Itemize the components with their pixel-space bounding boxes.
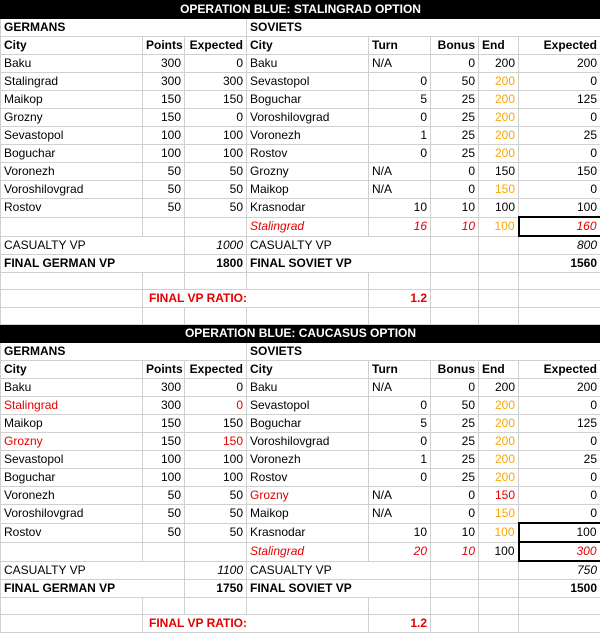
table-row xyxy=(1,397,600,415)
cell[interactable]: Voronezh xyxy=(247,127,369,145)
cell[interactable]: 300 xyxy=(185,73,247,91)
cell[interactable]: 200 xyxy=(479,379,519,397)
header-cell[interactable]: Turn xyxy=(369,37,431,55)
cell[interactable]: 0 xyxy=(185,109,247,127)
cell[interactable]: Boguchar xyxy=(247,91,369,109)
cell[interactable]: 100 xyxy=(143,145,185,163)
cell[interactable]: Voroshilovgrad xyxy=(247,433,369,451)
cell[interactable]: 100 xyxy=(185,451,247,469)
cell[interactable]: 50 xyxy=(143,487,185,505)
cell[interactable]: Grozny xyxy=(247,487,369,505)
cell[interactable]: Stalingrad xyxy=(247,217,369,236)
cell[interactable] xyxy=(185,542,247,561)
cell[interactable]: 200 xyxy=(519,379,600,397)
ratio-value[interactable]: 1.2 xyxy=(369,615,431,633)
cell[interactable]: 0 xyxy=(369,145,431,163)
cell[interactable]: 150 xyxy=(185,415,247,433)
cell[interactable]: N/A xyxy=(369,55,431,73)
cell[interactable]: 20 xyxy=(369,542,431,561)
header-cell[interactable]: Bonus xyxy=(431,361,479,379)
cell[interactable]: Voronezh xyxy=(1,163,143,181)
cell[interactable]: 0 xyxy=(519,469,600,487)
cell[interactable]: 150 xyxy=(479,505,519,524)
casualty-label[interactable]: CASUALTY VP xyxy=(247,561,431,580)
cell[interactable]: 10 xyxy=(431,217,479,236)
cell[interactable]: 50 xyxy=(185,163,247,181)
cell[interactable]: 0 xyxy=(519,109,600,127)
cell[interactable]: 0 xyxy=(369,109,431,127)
cell[interactable]: 100 xyxy=(143,127,185,145)
cell[interactable]: 50 xyxy=(143,163,185,181)
cell[interactable]: 50 xyxy=(185,523,247,542)
cell[interactable]: 300 xyxy=(143,397,185,415)
cell[interactable]: Rostov xyxy=(247,145,369,163)
table-row xyxy=(1,415,600,433)
cell[interactable]: 0 xyxy=(185,397,247,415)
table-row xyxy=(1,433,600,451)
cell[interactable]: Baku xyxy=(1,379,143,397)
cell[interactable] xyxy=(1,542,143,561)
cell[interactable]: Stalingrad xyxy=(247,542,369,561)
casualty-label[interactable]: CASUALTY VP xyxy=(1,236,185,255)
cell[interactable]: 50 xyxy=(185,199,247,218)
table-row xyxy=(1,542,600,561)
soviets-label[interactable]: SOVIETS xyxy=(247,19,600,37)
header-cell[interactable]: City xyxy=(247,361,369,379)
cell[interactable]: Baku xyxy=(247,55,369,73)
cell[interactable]: 25 xyxy=(431,91,479,109)
header-cell[interactable]: Points xyxy=(143,361,185,379)
cell[interactable]: 100 xyxy=(479,199,519,218)
germans-label[interactable]: GERMANS xyxy=(1,19,247,37)
cell[interactable]: 0 xyxy=(431,181,479,199)
cell[interactable]: 300 xyxy=(143,55,185,73)
cell[interactable]: 25 xyxy=(431,433,479,451)
cell[interactable]: 200 xyxy=(479,127,519,145)
header-cell[interactable]: Expected xyxy=(185,37,247,55)
cell[interactable]: 0 xyxy=(431,55,479,73)
header-cell[interactable]: Points xyxy=(143,37,185,55)
ratio-row xyxy=(1,290,600,308)
final-german-label[interactable]: FINAL GERMAN VP xyxy=(1,580,185,598)
ratio-value[interactable]: 1.2 xyxy=(369,290,431,308)
table-row xyxy=(1,451,600,469)
cell[interactable] xyxy=(143,217,185,236)
cell[interactable]: 25 xyxy=(431,451,479,469)
cell[interactable]: 1 xyxy=(369,451,431,469)
final-german-label[interactable]: FINAL GERMAN VP xyxy=(1,255,185,273)
cell[interactable]: 25 xyxy=(431,469,479,487)
cell[interactable]: 150 xyxy=(143,91,185,109)
cell[interactable]: 300 xyxy=(143,379,185,397)
table-row xyxy=(1,181,600,199)
cell[interactable]: 200 xyxy=(479,397,519,415)
cell[interactable]: Stalingrad xyxy=(1,397,143,415)
cell[interactable]: 0 xyxy=(369,469,431,487)
cell[interactable]: 50 xyxy=(185,181,247,199)
cell[interactable]: 25 xyxy=(431,415,479,433)
cell[interactable] xyxy=(143,542,185,561)
cell[interactable]: Voronezh xyxy=(247,451,369,469)
cell[interactable]: 150 xyxy=(185,91,247,109)
final-row xyxy=(1,580,600,598)
cell[interactable]: Maikop xyxy=(247,505,369,524)
cell[interactable]: Rostov xyxy=(247,469,369,487)
cell[interactable]: 50 xyxy=(431,397,479,415)
cell[interactable]: 10 xyxy=(431,199,479,218)
casualty-label[interactable]: CASUALTY VP xyxy=(1,561,185,580)
cell[interactable]: 50 xyxy=(431,73,479,91)
table-row xyxy=(1,379,600,397)
table-row xyxy=(1,163,600,181)
cell[interactable]: Maikop xyxy=(1,91,143,109)
cell[interactable]: 25 xyxy=(519,127,600,145)
cell[interactable]: 10 xyxy=(369,523,431,542)
cell[interactable] xyxy=(185,217,247,236)
cell[interactable]: 200 xyxy=(479,91,519,109)
final-soviet-label[interactable]: FINAL SOVIET VP xyxy=(247,580,431,598)
header-cell[interactable]: Expected xyxy=(185,361,247,379)
cell[interactable]: 25 xyxy=(431,127,479,145)
cell[interactable]: 0 xyxy=(369,397,431,415)
cell[interactable]: 125 xyxy=(519,415,600,433)
cell[interactable]: 0 xyxy=(185,379,247,397)
final-soviet-value[interactable]: 1560 xyxy=(519,255,600,273)
ratio-label[interactable]: FINAL VP RATIO: xyxy=(143,615,369,633)
cell[interactable]: 0 xyxy=(369,73,431,91)
cell[interactable]: 10 xyxy=(431,523,479,542)
cell[interactable] xyxy=(1,217,143,236)
table-row xyxy=(1,127,600,145)
cell[interactable]: 100 xyxy=(185,127,247,145)
cell[interactable]: 0 xyxy=(519,145,600,163)
final-german-value[interactable]: 1750 xyxy=(185,580,247,598)
cell[interactable]: Voroshilovgrad xyxy=(1,505,143,524)
cell[interactable]: 200 xyxy=(479,73,519,91)
cell[interactable]: 100 xyxy=(185,145,247,163)
header-row xyxy=(1,361,600,379)
cell[interactable]: N/A xyxy=(369,163,431,181)
cell[interactable]: Boguchar xyxy=(1,469,143,487)
cell[interactable]: 125 xyxy=(519,91,600,109)
table-row xyxy=(1,145,600,163)
casualty-german[interactable]: 1100 xyxy=(185,561,247,580)
cell[interactable]: 5 xyxy=(369,415,431,433)
cell[interactable]: 200 xyxy=(479,433,519,451)
cell[interactable]: 150 xyxy=(143,433,185,451)
cell[interactable]: Voroshilovgrad xyxy=(247,109,369,127)
header-cell[interactable]: City xyxy=(1,361,143,379)
cell[interactable]: 10 xyxy=(431,542,479,561)
cell[interactable]: 100 xyxy=(479,523,519,542)
cell[interactable]: Boguchar xyxy=(247,415,369,433)
cell[interactable]: N/A xyxy=(369,505,431,524)
casualty-row xyxy=(1,561,600,580)
section-title[interactable]: OPERATION BLUE: CAUCASUS OPTION xyxy=(1,325,600,343)
cell[interactable]: Rostov xyxy=(1,523,143,542)
table-row xyxy=(1,217,600,236)
cell[interactable]: Krasnodar xyxy=(247,199,369,218)
cell[interactable]: 200 xyxy=(479,55,519,73)
header-cell[interactable]: Expected xyxy=(519,361,600,379)
casualty-soviet[interactable]: 750 xyxy=(519,561,600,580)
cell[interactable]: 100 xyxy=(143,451,185,469)
cell[interactable]: 5 xyxy=(369,91,431,109)
header-cell[interactable]: City xyxy=(1,37,143,55)
cell[interactable]: 10 xyxy=(369,199,431,218)
cell[interactable]: N/A xyxy=(369,181,431,199)
cell[interactable]: 25 xyxy=(431,145,479,163)
cell[interactable]: Stalingrad xyxy=(1,73,143,91)
casualty-row xyxy=(1,236,600,255)
cell[interactable]: 100 xyxy=(519,523,600,542)
cell[interactable]: 0 xyxy=(431,487,479,505)
table-row xyxy=(1,91,600,109)
cell[interactable]: 50 xyxy=(185,487,247,505)
cell[interactable]: Baku xyxy=(247,379,369,397)
cell[interactable]: 300 xyxy=(143,73,185,91)
cell[interactable]: 100 xyxy=(519,199,600,218)
cell[interactable]: 200 xyxy=(479,145,519,163)
cell[interactable]: Grozny xyxy=(1,433,143,451)
cell[interactable]: Sevastopol xyxy=(1,127,143,145)
final-row xyxy=(1,255,600,273)
cell[interactable]: 200 xyxy=(479,451,519,469)
cell[interactable]: 150 xyxy=(143,415,185,433)
header-cell[interactable]: Turn xyxy=(369,361,431,379)
cell[interactable]: 0 xyxy=(431,163,479,181)
cell[interactable]: 50 xyxy=(143,505,185,524)
cell[interactable]: 150 xyxy=(143,109,185,127)
final-soviet-value[interactable]: 1500 xyxy=(519,580,600,598)
table-row xyxy=(1,199,600,218)
cell[interactable]: Maikop xyxy=(1,415,143,433)
cell[interactable]: 100 xyxy=(143,469,185,487)
table-row xyxy=(1,505,600,524)
cell[interactable]: Rostov xyxy=(1,199,143,218)
table-row xyxy=(1,73,600,91)
cell[interactable]: 0 xyxy=(369,433,431,451)
cell[interactable]: 150 xyxy=(479,181,519,199)
cell[interactable]: 0 xyxy=(185,55,247,73)
ratio-label[interactable]: FINAL VP RATIO: xyxy=(143,290,369,308)
cell[interactable]: 150 xyxy=(479,487,519,505)
cell[interactable]: 50 xyxy=(143,523,185,542)
cell[interactable]: 150 xyxy=(479,163,519,181)
header-cell[interactable]: Expected xyxy=(519,37,600,55)
cell[interactable]: 0 xyxy=(519,433,600,451)
cell[interactable]: 100 xyxy=(479,542,519,561)
header-cell[interactable]: End xyxy=(479,361,519,379)
cell[interactable]: Maikop xyxy=(247,181,369,199)
cell[interactable]: Sevastopol xyxy=(247,73,369,91)
cell[interactable]: N/A xyxy=(369,487,431,505)
casualty-german[interactable]: 1000 xyxy=(185,236,247,255)
cell[interactable]: 50 xyxy=(185,505,247,524)
cell[interactable]: 25 xyxy=(519,451,600,469)
table-row xyxy=(1,487,600,505)
cell[interactable]: Sevastopol xyxy=(1,451,143,469)
cell[interactable]: Grozny xyxy=(1,109,143,127)
cell[interactable]: 0 xyxy=(519,505,600,524)
cell[interactable]: 100 xyxy=(185,469,247,487)
header-cell[interactable]: End xyxy=(479,37,519,55)
cell[interactable]: 200 xyxy=(479,109,519,127)
casualty-label[interactable]: CASUALTY VP xyxy=(247,236,431,255)
cell[interactable]: 200 xyxy=(479,415,519,433)
table-row xyxy=(1,523,600,542)
cell[interactable]: 300 xyxy=(519,542,600,561)
header-cell[interactable]: City xyxy=(247,37,369,55)
table-row xyxy=(1,469,600,487)
cell[interactable]: Voroshilovgrad xyxy=(1,181,143,199)
ratio-row xyxy=(1,615,600,633)
table-row xyxy=(1,55,600,73)
cell[interactable]: Voronezh xyxy=(1,487,143,505)
cell[interactable]: 200 xyxy=(479,469,519,487)
section-title[interactable]: OPERATION BLUE: STALINGRAD OPTION xyxy=(1,1,600,19)
table-row xyxy=(1,109,600,127)
cell[interactable]: 200 xyxy=(519,55,600,73)
cell[interactable]: 150 xyxy=(185,433,247,451)
cell[interactable]: Grozny xyxy=(247,163,369,181)
soviets-label[interactable]: SOVIETS xyxy=(247,343,600,361)
casualty-soviet[interactable]: 800 xyxy=(519,236,600,255)
cell[interactable]: 50 xyxy=(143,199,185,218)
header-row xyxy=(1,37,600,55)
cell[interactable]: 50 xyxy=(143,181,185,199)
cell[interactable]: 0 xyxy=(519,487,600,505)
cell[interactable]: 0 xyxy=(519,397,600,415)
cell[interactable]: 150 xyxy=(519,163,600,181)
cell[interactable]: Boguchar xyxy=(1,145,143,163)
cell[interactable]: 0 xyxy=(431,379,479,397)
cell[interactable]: 25 xyxy=(431,109,479,127)
cell[interactable]: 16 xyxy=(369,217,431,236)
final-german-value[interactable]: 1800 xyxy=(185,255,247,273)
cell[interactable]: 0 xyxy=(431,505,479,524)
header-cell[interactable]: Bonus xyxy=(431,37,479,55)
cell[interactable]: N/A xyxy=(369,379,431,397)
cell[interactable]: 0 xyxy=(519,181,600,199)
cell[interactable]: Baku xyxy=(1,55,143,73)
cell[interactable]: Krasnodar xyxy=(247,523,369,542)
cell[interactable]: 1 xyxy=(369,127,431,145)
final-soviet-label[interactable]: FINAL SOVIET VP xyxy=(247,255,431,273)
cell[interactable]: Sevastopol xyxy=(247,397,369,415)
germans-label[interactable]: GERMANS xyxy=(1,343,247,361)
cell[interactable]: 100 xyxy=(479,217,519,236)
cell[interactable]: 160 xyxy=(519,217,600,236)
cell[interactable]: 0 xyxy=(519,73,600,91)
